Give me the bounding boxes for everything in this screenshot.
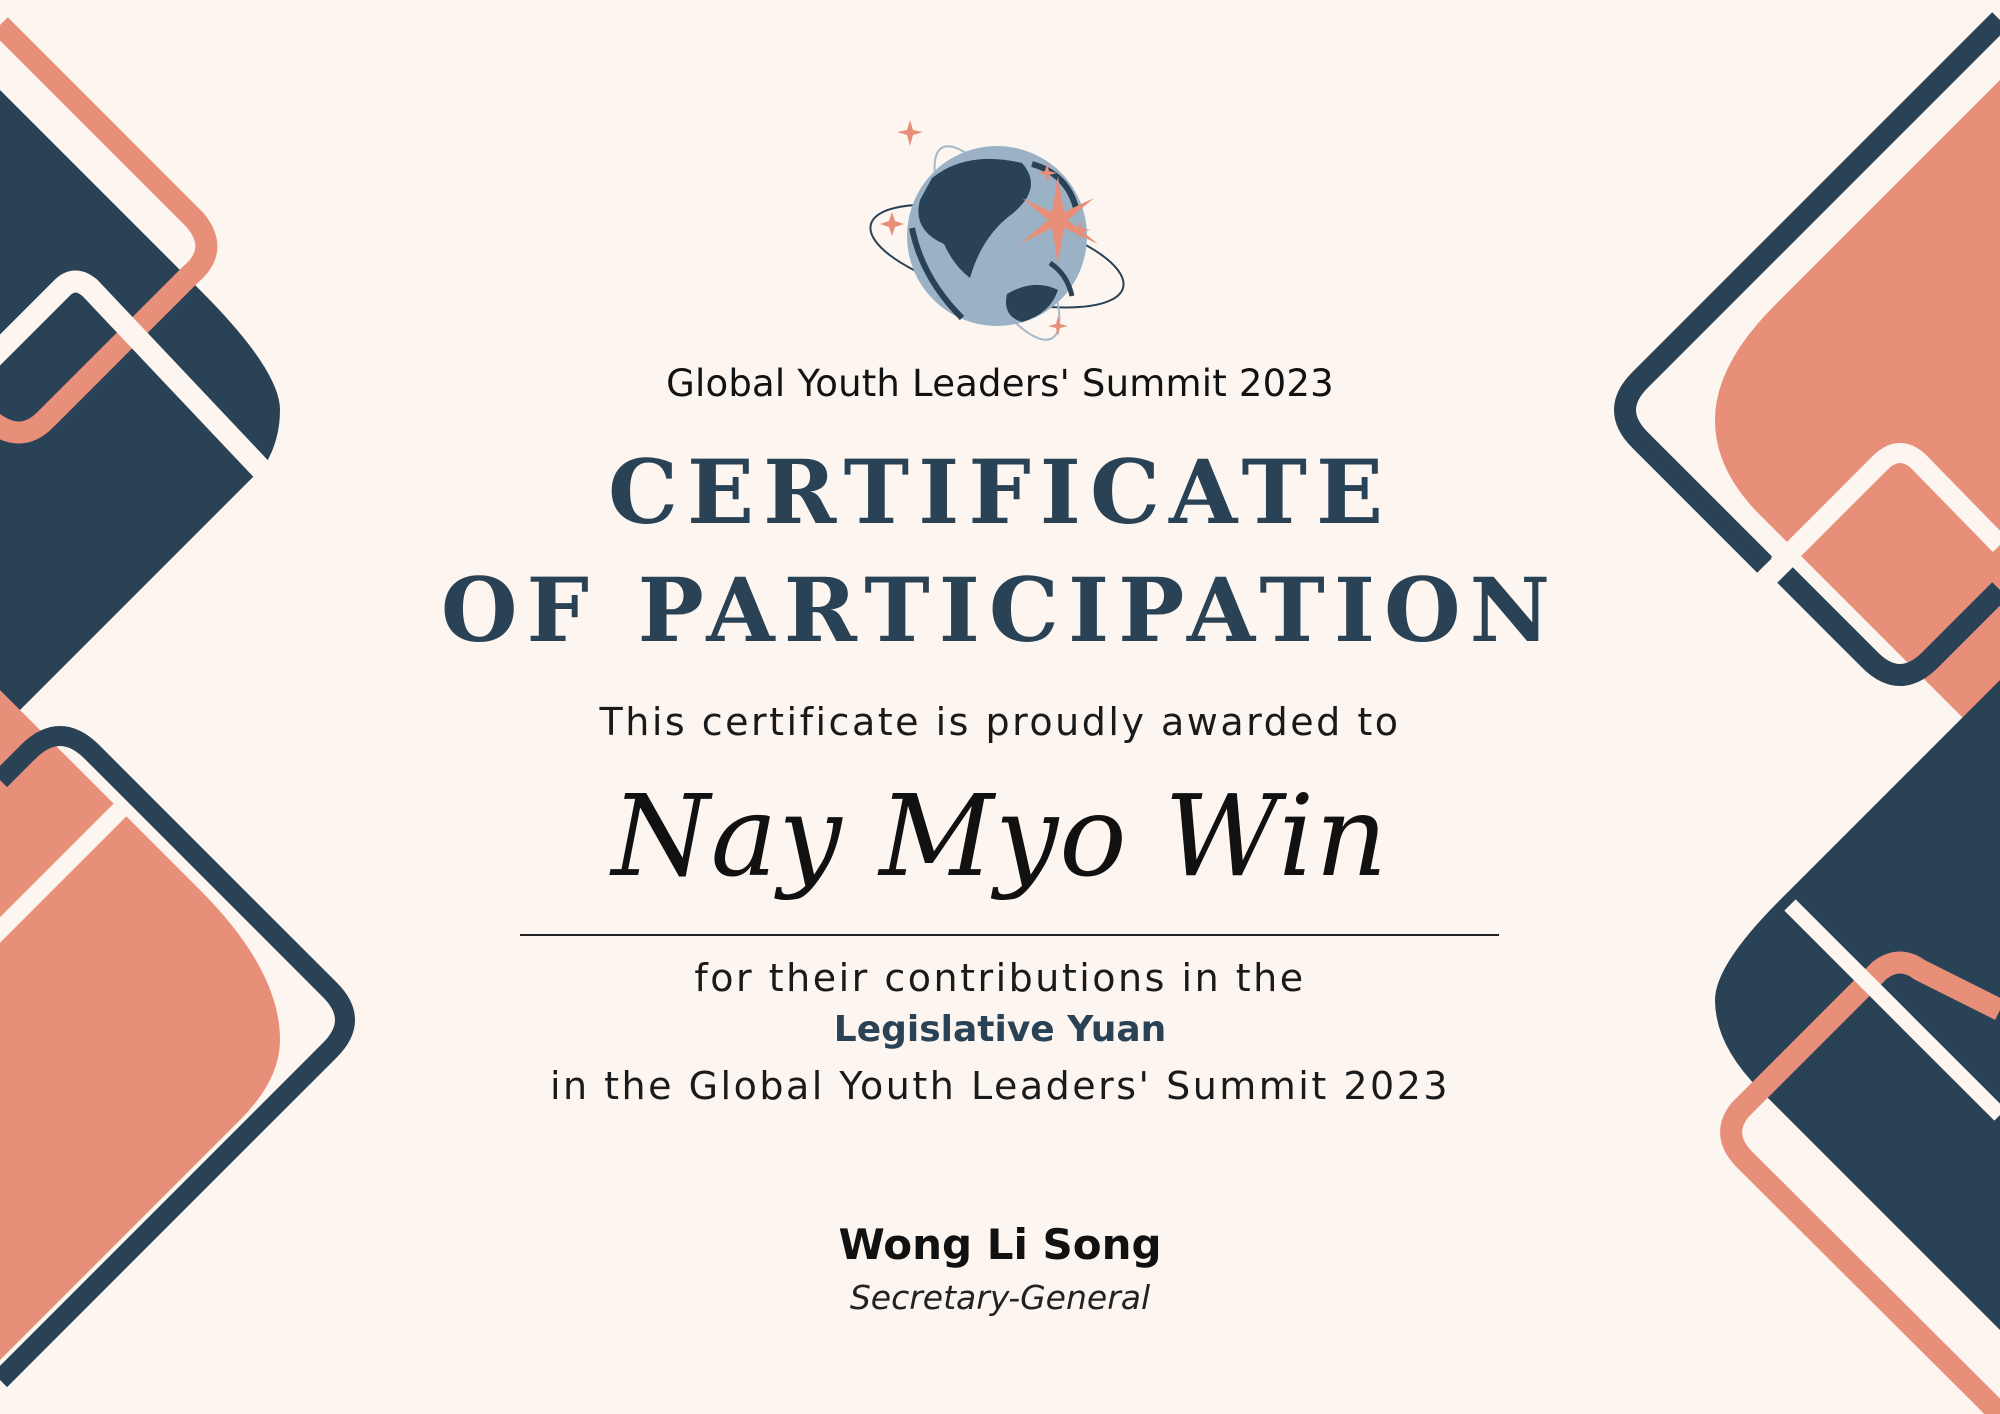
committee-name: Legislative Yuan	[833, 1009, 1167, 1050]
award-statement: This certificate is proudly awarded to	[599, 700, 1401, 744]
recipient-underline	[520, 934, 1499, 936]
event-name: Global Youth Leaders' Summit 2023	[666, 362, 1334, 405]
signatory-role: Secretary-General	[849, 1278, 1151, 1317]
recipient-name: Nay Myo Win	[611, 772, 1389, 902]
event-statement: in the Global Youth Leaders' Summit 2023	[549, 1064, 1451, 1108]
certificate-title-line-2: OF PARTICIPATION	[440, 558, 1560, 662]
contribution-statement: for their contributions in the	[694, 956, 1306, 1000]
certificate-title-line-1: CERTIFICATE	[607, 440, 1393, 544]
signatory-name: Wong Li Song	[838, 1220, 1162, 1269]
globe-icon	[862, 118, 1134, 344]
